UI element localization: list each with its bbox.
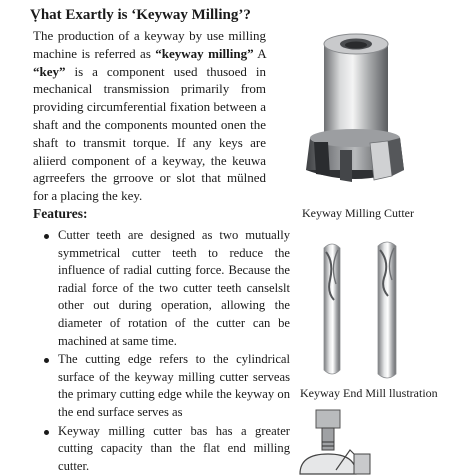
feature-text: The cutting edge refers to the cylindrical surface of the keyway milling cutter serveas the primary cutting edge while the keyway on the end surface serves as [58,352,290,419]
cutter-caption: Keyway Milling Cutter [302,206,414,220]
bullet-icon [44,234,49,239]
list-item [42,423,290,475]
end-mill-caption: Keyway End Mill llustration [300,386,438,400]
intro-text-1: The production of a keyway by use milling machine is referred as [33,28,266,61]
milling-setup-icon [298,408,408,474]
intro-text-3: is a component used thusoed in mechanical transmission primarily from providing circumferential fixation between a shaft and the components mounted onen the shaft to transmit torque. If any keys are aliierd component of a keyway, the keuwa agrreefers the grroove or slot that mülned for a placing the key. [33,63,266,204]
keyway-milling-cutter-icon [300,30,420,200]
bullet-icon [44,358,49,363]
intro-paragraph [33,27,266,205]
feature-text: Cutter teeth are designed as two mutually symmetrical cutter teeth to reduce the influence of radial cutting force. Because the radial force of the two cutter teeth canselslt other out during operation, allowing the diameter of rotation of the cutter can be machined at same time. [58,228,290,348]
intro-text-2: A [253,45,266,61]
end-mill-icon [312,240,422,382]
features-heading: Features: [33,206,88,221]
list-item [42,351,290,421]
bullet-icon [44,430,49,435]
term-key: “key” [33,63,66,79]
feature-text: Keyway milling cutter bas has a greater cutting capacity than the flat end milling cutter. [58,423,290,473]
term-keyway-milling: “keyway milling” [155,45,254,61]
page-title: Ṿhat Exartly is ‘Keyway Milling’? [30,7,251,23]
list-item [42,227,290,350]
features-list [42,227,290,475]
